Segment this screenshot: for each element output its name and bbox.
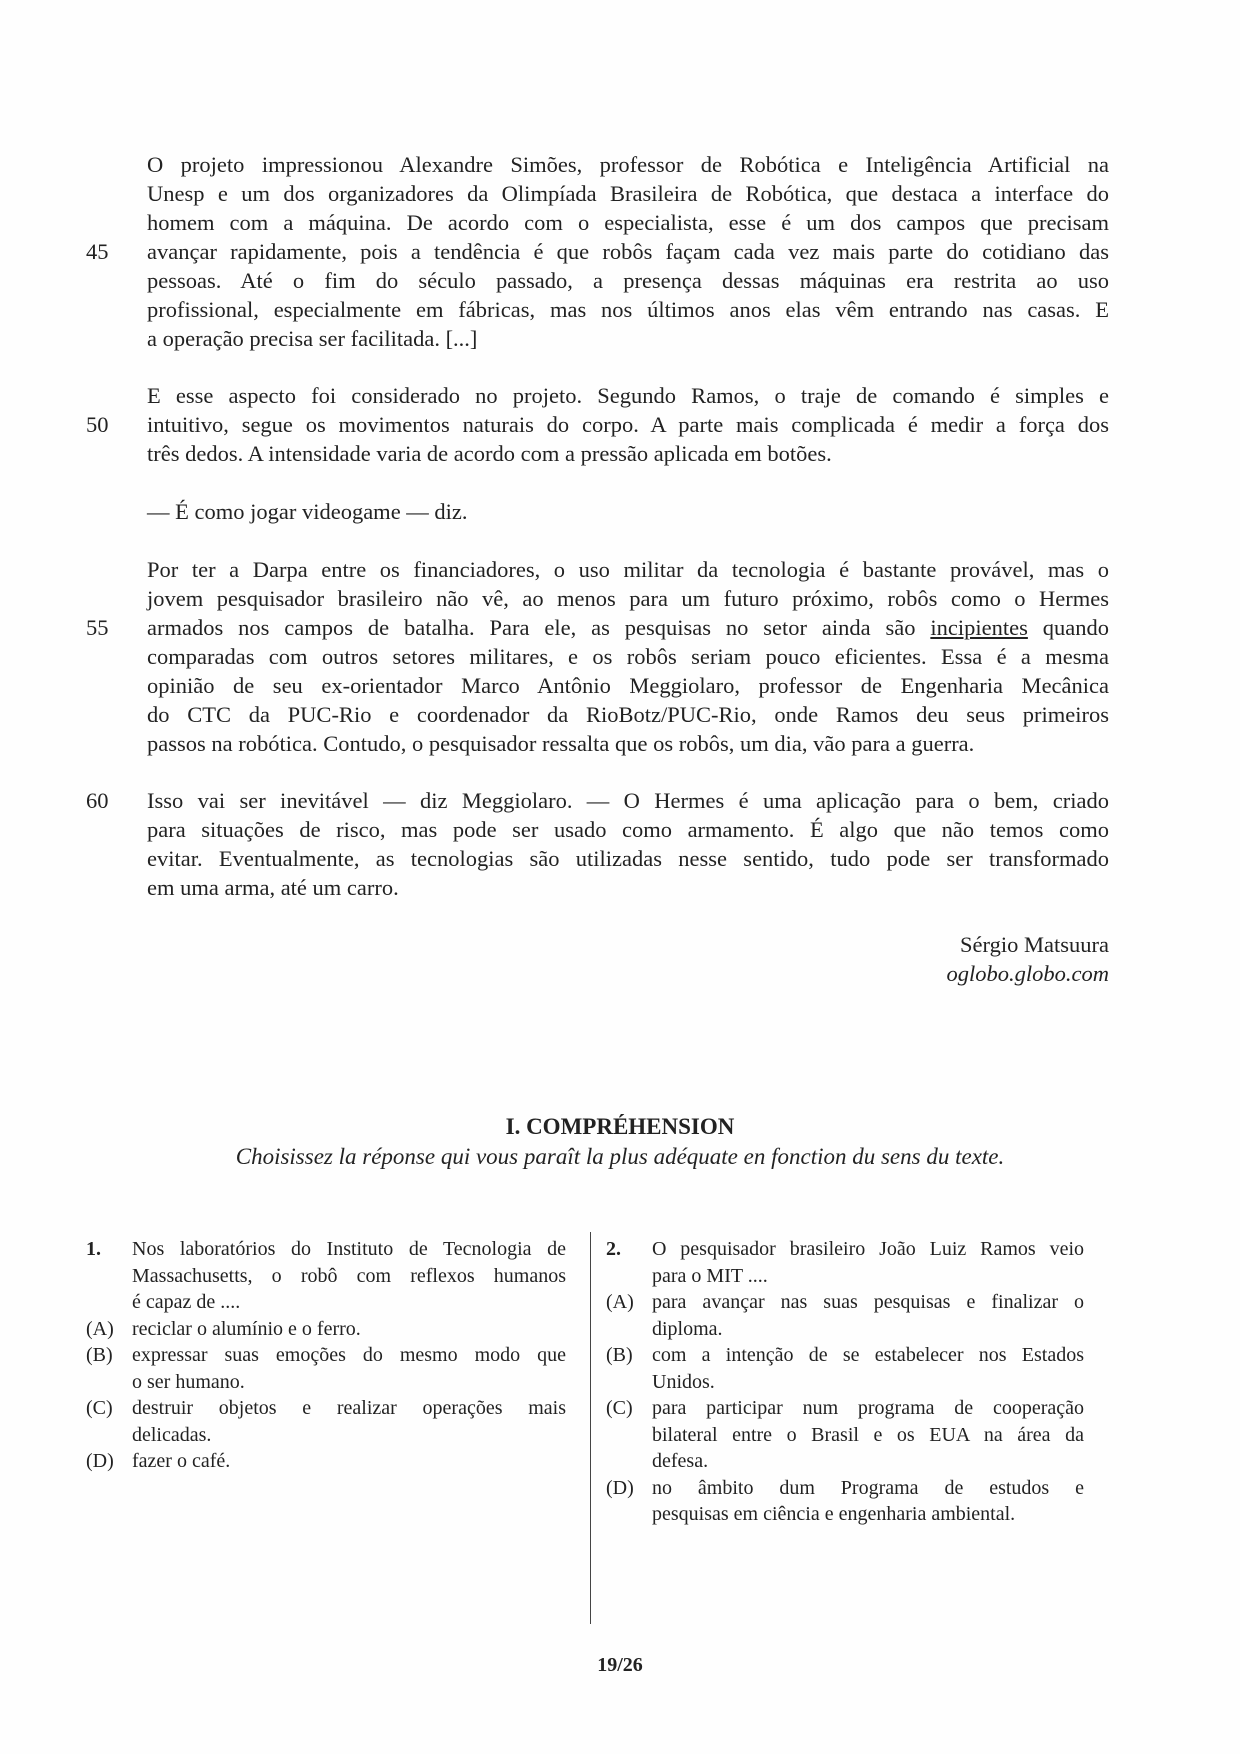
text-line: avançar rapidamente, pois a tendência é que robôs façam cada vez mais parte do cotidiano das [147, 239, 1109, 264]
text-line: defesa. [652, 1450, 709, 1472]
answer-option[interactable] [606, 1289, 1084, 1342]
section-title: I. COMPRÉHENSION [505, 1114, 735, 1139]
question-1 [86, 1236, 566, 1475]
text-line: para situações de risco, mas pode ser usado como armamento. É algo que não temos como [147, 817, 1109, 842]
text-segment: armados nos campos de batalha. Para ele, as pesquisas no setor ainda são [147, 615, 916, 640]
text-line: passos na robótica. Contudo, o pesquisador ressalta que os robôs, um dia, vão para a guerra. [147, 731, 975, 756]
option-label: (D) [86, 1450, 114, 1472]
text-line: diploma. [652, 1317, 723, 1340]
option-label: (C) [86, 1397, 113, 1419]
text-line: O projeto impressionou Alexandre Simões, professor de Robótica e Inteligência Artificial na [147, 152, 1109, 177]
text-line: profissional, especialmente em fábricas, mas nos últimos anos elas vêm entrando nas casas. E [147, 297, 1109, 322]
text-line: para participar num programa de cooperação [652, 1397, 1084, 1419]
text-line: Unidos. [652, 1370, 715, 1393]
text-line: delicadas. [132, 1423, 212, 1446]
column-divider [590, 1232, 591, 1624]
text-line: evitar. Eventualmente, as tecnologias são utilizadas nesse sentido, tudo pode ser transformado [147, 846, 1109, 871]
option-label: (C) [606, 1397, 633, 1419]
text-line: no âmbito dum Programa de estudos e [652, 1476, 1084, 1499]
question-stem [606, 1236, 1084, 1289]
text-line: Massachusetts, o robô com reflexos humanos [132, 1264, 566, 1287]
text-line: pesquisas em ciência e engenharia ambiental. [652, 1503, 1016, 1525]
text-segment: quando [1042, 615, 1109, 640]
text-line [147, 613, 1109, 642]
text-line: com a intenção de se estabelecer nos Estados [652, 1344, 1084, 1366]
text-line: é capaz de .... [132, 1291, 241, 1313]
text-line: Nos laboratórios do Instituto de Tecnologia de [132, 1238, 566, 1260]
text-line: a operação precisa ser facilitada. [...] [147, 326, 478, 351]
option-label: (B) [606, 1344, 633, 1366]
text-line: O pesquisador brasileiro João Luiz Ramos veio [652, 1238, 1084, 1260]
answer-option[interactable] [606, 1342, 1084, 1395]
option-label: (A) [606, 1291, 634, 1313]
text-line: do CTC da PUC-Rio e coordenador da RioBotz/PUC-Rio, onde Ramos deu seus primeiros [147, 702, 1109, 727]
signature-block [947, 930, 1110, 988]
answer-option[interactable] [86, 1395, 566, 1448]
answer-option[interactable] [86, 1448, 566, 1475]
line-number: 45 [86, 239, 109, 264]
author-name: Sérgio Matsuura [960, 932, 1109, 957]
question-stem [86, 1236, 566, 1316]
text-line: expressar suas emoções do mesmo modo que [132, 1344, 566, 1366]
text-line: o ser humano. [132, 1370, 245, 1393]
text-line: E esse aspecto foi considerado no projeto. Segundo Ramos, o traje de comando é simples e [147, 383, 1109, 408]
text-line: — É como jogar videogame — diz. [147, 499, 468, 524]
line-number: 60 [86, 788, 109, 813]
text-line: bilateral entre o Brasil e os EUA na área da [652, 1423, 1084, 1446]
option-label: (D) [606, 1476, 634, 1499]
text-line: Isso vai ser inevitável — diz Meggiolaro. — O Hermes é uma aplicação para o bem, criado [147, 788, 1109, 813]
option-label: (A) [86, 1317, 114, 1340]
text-line: para avançar nas suas pesquisas e finalizar o [652, 1291, 1084, 1313]
answer-option[interactable] [606, 1395, 1084, 1475]
page-number: 19/26 [597, 1654, 643, 1676]
text-line: em uma arma, até um carro. [147, 875, 399, 900]
passage-paragraph-2 [147, 381, 1109, 468]
question-2 [606, 1236, 1084, 1528]
text-line: opinião de seu ex-orientador Marco Antônio Meggiolaro, professor de Engenharia Mecânica [147, 673, 1109, 698]
text-line: para o MIT .... [652, 1264, 768, 1287]
text-line: reciclar o alumínio e o ferro. [132, 1317, 361, 1340]
option-label: (B) [86, 1344, 113, 1366]
section-instruction: Choisissez la réponse qui vous paraît la plus adéquate en fonction du sens du texte. [235, 1144, 1005, 1169]
question-number: 2. [606, 1238, 621, 1260]
text-line: comparadas com outros setores militares, e os robôs seriam pouco eficientes. Essa é a mesma [147, 644, 1109, 669]
line-number: 55 [86, 615, 109, 640]
passage-paragraph-1 [147, 150, 1109, 353]
text-line: destruir objetos e realizar operações mais [132, 1397, 566, 1419]
text-line: fazer o café. [132, 1450, 231, 1472]
passage-paragraph-5 [147, 786, 1109, 902]
text-line: homem com a máquina. De acordo com o especialista, esse é um dos campos que precisam [147, 210, 1109, 235]
text-line: pessoas. Até o fim do século passado, a presença dessas máquinas era restrita ao uso [147, 268, 1109, 293]
passage-paragraph-3 [147, 497, 1109, 526]
answer-option[interactable] [86, 1342, 566, 1395]
question-number: 1. [86, 1238, 101, 1260]
line-number: 50 [86, 412, 109, 437]
passage-paragraph-4 [147, 555, 1109, 758]
answer-option[interactable] [86, 1316, 566, 1343]
text-line: intuitivo, segue os movimentos naturais do corpo. A parte mais complicada é medir a força dos [147, 412, 1109, 437]
text-line: Unesp e um dos organizadores da Olimpíada Brasileira de Robótica, que destaca a interface do [147, 181, 1109, 206]
text-line: Por ter a Darpa entre os financiadores, o uso militar da tecnologia é bastante provável, mas o [147, 557, 1109, 582]
source-name: oglobo.globo.com [946, 961, 1109, 986]
text-line: jovem pesquisador brasileiro não vê, ao menos para um futuro próximo, robôs como o Hermes [147, 586, 1109, 611]
answer-option[interactable] [606, 1475, 1084, 1528]
underlined-word: incipientes [930, 615, 1028, 640]
text-line: três dedos. A intensidade varia de acordo com a pressão aplicada em botões. [147, 441, 832, 466]
